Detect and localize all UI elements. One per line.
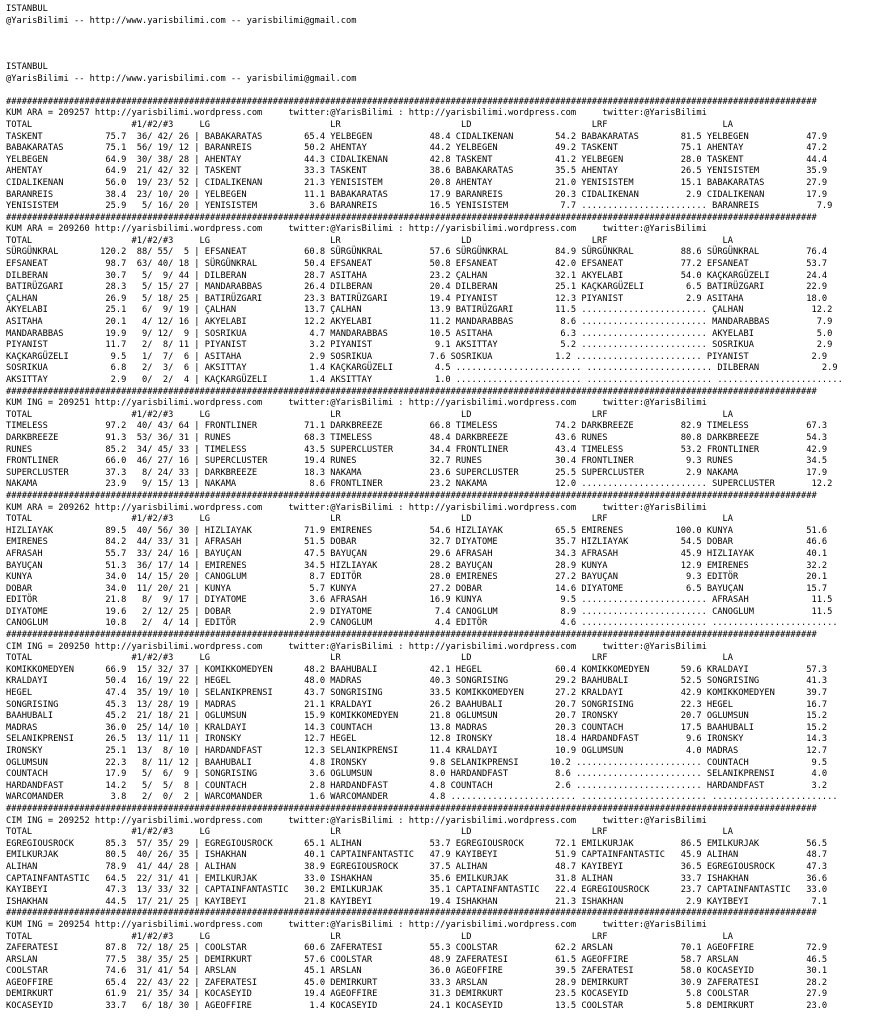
text-line: CANOGLUM 10.8 2/ 4/ 14 | EDITÖR 2.9 CANOGLUM 4.4 EDITÖR 4.6 ........................ ........................ <box>6 618 838 629</box>
text-line: ISHAKHAN 44.5 17/ 21/ 25 | KAYIBEYI 21.8 KAYIBEYI 19.4 ISHAKHAN 21.3 ISHAKHAN 2.9 KAYIBEYI 7.1 <box>6 896 828 907</box>
text-line: SÜRGÜNKRAL 120.2 88/ 55/ 5 | EFSANEAT 60.8 SÜRGÜNKRAL 57.6 SÜRGÜNKRAL 84.9 SÜRGÜNKRAL 88.6 SÜRGÜNKRAL 76.4 <box>6 247 828 258</box>
text-line: ########################################################################################################################################################### <box>6 212 817 223</box>
text-line: CAPTAINFANTASTIC 64.5 22/ 31/ 41 | EMILKURJAK 33.0 ISHAKHAN 35.6 EMILKURJAK 31.8 ALIHAN 33.7 ISHAKHAN 36.6 <box>6 873 828 884</box>
text-line: TOTAL #1/#2/#3 LG LR LD LRF LA <box>6 653 734 664</box>
text-line: ÇALHAN 26.9 5/ 18/ 25 | BATIRÜZGARI 23.3 BATIRÜZGARI 19.4 PIYANIST 12.3 PIYANIST 2.9 ASITAHA 18.0 <box>6 293 828 304</box>
text-line <box>6 39 894 51</box>
text-line: TIMELESS 97.2 40/ 43/ 64 | FRONTLINER 71.1 DARKBREEZE 66.8 TIMELESS 74.2 DARKBREEZE 82.9 TIMELESS 67.3 <box>6 421 828 432</box>
text-line: CIM ING = 209252 http://yarisbilimi.wordpress.com twitter:@YarisBilimi : http://yarisbilimi.wordpress.com twitter:@YarisBilimi <box>6 815 707 826</box>
text-line: AKSITTAY 2.9 0/ 2/ 4 | KAÇKARGÜZELI 1.4 AKSITTAY 1.0 ........................ ........................ ........................ <box>6 375 843 385</box>
text-line: @YarisBilimi -- http://www.yarisbilimi.com -- yarisbilimi@gmail.com <box>6 73 357 84</box>
text-line: ########################################################################################################################################################### <box>6 386 817 397</box>
text-line: SUPERCLUSTER 37.3 8/ 24/ 33 | DARKBREEZE 18.3 NAKAMA 23.6 SUPERCLUSTER 25.5 SUPERCLUSTER 2.9 NAKAMA 17.9 <box>6 467 828 478</box>
text-line: BAAHUBALI 45.2 21/ 18/ 21 | OGLUMSUN 15.9 KOMIKKOMEDYEN 21.8 OGLUMSUN 20.7 IRONSKY 20.7 OGLUMSUN 15.2 <box>6 711 828 722</box>
text-line: KOCASEYID 33.7 6/ 18/ 30 | AGEOFFIRE 1.4 KOCASEYID 24.1 KOCASEYID 13.5 COOLSTAR 5.8 DEMIRKURT 23.0 <box>6 1001 828 1012</box>
text-line: ISTANBUL <box>6 4 48 14</box>
text-line: NAKAMA 23.9 9/ 15/ 13 | NAKAMA 8.6 FRONTLINER 23.2 NAKAMA 12.0 ........................ SUPERCLUSTER 12.2 <box>6 479 833 490</box>
text-line: PIYANIST 11.7 2/ 8/ 11 | PIYANIST 3.2 PIYANIST 9.1 AKSITTAY 5.2 ........................ SOSRIKUA 2.9 <box>6 340 833 351</box>
text-line: AGEOFFIRE 65.4 22/ 43/ 22 | ZAFERATESI 45.0 DEMIRKURT 33.3 ARSLAN 28.9 DEMIRKURT 30.9 ZAFERATESI 28.2 <box>6 977 828 988</box>
text-line: TOTAL #1/#2/#3 LG LR LD LRF LA <box>6 409 734 420</box>
text-line: TOTAL #1/#2/#3 LG LR LD LRF LA <box>6 827 734 838</box>
text-line: EFSANEAT 98.7 63/ 40/ 18 | SÜRGÜNKRAL 50.4 EFSANEAT 50.8 EFSANEAT 42.0 EFSANEAT 77.2 EFSANEAT 53.7 <box>6 259 828 270</box>
text-line: EMILKURJAK 80.5 40/ 26/ 35 | ISHAKHAN 40.1 CAPTAINFANTASTIC 47.9 KAYIBEYI 51.9 CAPTAINFANTASTIC 45.9 ALIHAN 48.7 <box>6 850 828 861</box>
text-line: BARANREIS 38.4 23/ 10/ 20 | YELBEGEN 11.1 BABAKARATAS 17.9 BARANREIS 20.3 CIDALIKENAN 2.9 CIDALIKENAN 17.9 <box>6 189 828 200</box>
text-line: ########################################################################################################################################################### <box>6 630 817 641</box>
text-line: AHENTAY 64.9 21/ 42/ 32 | TASKENT 33.3 TASKENT 38.6 BABAKARATAS 35.5 AHENTAY 26.5 YENISISTEM 35.9 <box>6 166 828 177</box>
text-line: AKYELABI 25.1 6/ 9/ 19 | ÇALHAN 13.7 ÇALHAN 13.9 BATIRÜZGARI 11.5 ........................ ÇALHAN 12.2 <box>6 305 833 316</box>
text-line <box>6 27 894 39</box>
text-line: EGREGIOUSROCK 85.3 57/ 35/ 29 | EGREGIOUSROCK 65.1 ALIHAN 53.7 EGREGIOUSROCK 72.1 EMILKURJAK 86.5 EMILKURJAK 56.5 <box>6 838 828 849</box>
text-line: DOBAR 34.0 11/ 20/ 21 | KUNYA 5.7 KUNYA 27.2 DOBAR 14.6 DIYATOME 6.5 BAYUÇAN 15.7 <box>6 583 828 594</box>
text-line: ########################################################################################################################################################### <box>6 803 817 814</box>
text-line: TASKENT 75.7 36/ 42/ 26 | BABAKARATAS 65.4 YELBEGEN 48.4 CIDALIKENAN 54.2 BABAKARATAS 81.5 YELBEGEN 47.9 <box>6 131 828 142</box>
text-line: HIZLIAYAK 89.5 40/ 56/ 30 | HIZLIAYAK 71.9 EMIRENES 54.6 HIZLIAYAK 65.5 EMIRENES 100.0 KUNYA 51.6 <box>6 525 828 536</box>
text-line: TOTAL #1/#2/#3 LG LR LD LRF LA <box>6 235 734 246</box>
text-line: ########################################################################################################################################################### <box>6 490 817 501</box>
text-line: KRALDAYI 50.4 16/ 19/ 22 | HEGEL 48.0 MADRAS 40.3 SONGRISING 29.2 BAAHUBALI 52.5 SONGRISING 41.3 <box>6 676 828 687</box>
text-line: ZAFERATESI 87.8 72/ 18/ 25 | COOLSTAR 60.6 ZAFERATESI 55.3 COOLSTAR 62.2 ARSLAN 70.1 AGEOFFIRE 72.9 <box>6 943 828 954</box>
text-line: CIM ING = 209250 http://yarisbilimi.wordpress.com twitter:@YarisBilimi : http://yarisbilimi.wordpress.com twitter:@YarisBilimi <box>6 641 707 652</box>
text-line: CIDALIKENAN 56.0 19/ 23/ 52 | CIDALIKENAN 21.3 YENISISTEM 20.8 AHENTAY 21.0 YENISISTEM 15.1 BABAKARATAS 27.9 <box>6 177 828 188</box>
text-line: ASITAHA 20.1 4/ 12/ 16 | AKYELABI 12.2 AKYELABI 11.2 MANDARABBAS 8.6 ........................ MANDARABBAS 7.9 <box>6 317 833 328</box>
text-line: DIYATOME 19.6 2/ 12/ 25 | DOBAR 2.9 DIYATOME 7.4 CANOGLUM 8.9 ........................ CANOGLUM 11.5 <box>6 606 833 617</box>
text-line: IRONSKY 25.1 13/ 8/ 10 | HARDANDFAST 12.3 SELANIKPRENSI 11.4 KRALDAYI 10.9 OGLUMSUN 4.0 MADRAS 12.7 <box>6 746 828 756</box>
text-line: ARSLAN 77.5 38/ 35/ 25 | DEMIRKURT 57.6 COOLSTAR 48.9 ZAFERATESI 61.5 AGEOFFIRE 58.7 ARSLAN 46.5 <box>6 954 828 965</box>
text-line: FRONTLINER 66.0 46/ 27/ 16 | SUPERCLUSTER 19.4 RUNES 32.7 RUNES 30.4 FRONTLINER 9.3 RUNES 34.5 <box>6 456 828 467</box>
text-line: KUM ARA = 209260 http://yarisbilimi.wordpress.com twitter:@YarisBilimi : http://yarisbilimi.wordpress.com twitter:@YarisBilimi <box>6 224 707 235</box>
text-line: TOTAL #1/#2/#3 LG LR LD LRF LA <box>6 931 734 942</box>
text-line: HARDANDFAST 14.2 5/ 5/ 8 | COUNTACH 2.8 HARDANDFAST 4.8 COUNTACH 2.6 ........................ HARDANDFAST 3.2 <box>6 780 828 791</box>
text-line: YENISISTEM 25.9 5/ 16/ 20 | YENISISTEM 3.6 BARANREIS 16.5 YENISISTEM 7.7 ........................ BARANREIS 7.9 <box>6 201 833 212</box>
text-line: BAYUÇAN 51.3 36/ 17/ 14 | EMIRENES 34.5 HIZLIAYAK 28.2 BAYUÇAN 28.9 KUNYA 12.9 EMIRENES 32.2 <box>6 560 828 571</box>
text-line: TOTAL #1/#2/#3 LG LR LD LRF LA <box>6 514 734 525</box>
text-line: COUNTACH 17.9 5/ 6/ 9 | SONGRISING 3.6 OGLUMSUN 8.0 HARDANDFAST 8.6 ........................ SELANIKPRENSI 4.0 <box>6 769 828 780</box>
text-line: KUM ARA = 209262 http://yarisbilimi.wordpress.com twitter:@YarisBilimi : http://yarisbilimi.wordpress.com twitter:@YarisBilimi <box>6 502 707 513</box>
text-line: RUNES 85.2 34/ 45/ 33 | TIMELESS 43.5 SUPERCLUSTER 34.4 FRONTLINER 43.4 TIMELESS 53.2 FRONTLINER 42.9 <box>6 444 828 455</box>
text-line: SONGRISING 45.3 13/ 28/ 19 | MADRAS 21.1 KRALDAYI 26.2 BAAHUBALI 20.7 SONGRISING 22.3 HEGEL 16.7 <box>6 699 828 710</box>
text-line: KUM ING = 209251 http://yarisbilimi.wordpress.com twitter:@YarisBilimi : http://yarisbilimi.wordpress.com twitter:@YarisBilimi <box>6 398 707 409</box>
text-line: AFRASAH 55.7 33/ 24/ 16 | BAYUÇAN 47.5 BAYUÇAN 29.6 AFRASAH 34.3 AFRASAH 45.9 HIZLIAYAK 40.1 <box>6 548 828 559</box>
text-line: EMIRENES 84.2 44/ 33/ 31 | AFRASAH 51.5 DOBAR 32.7 DIYATOME 35.7 HIZLIAYAK 54.5 DOBAR 46.6 <box>6 537 828 548</box>
text-line <box>6 85 894 97</box>
text-line: WARCOMANDER 3.8 2/ 0/ 2 | WARCOMANDER 1.6 WARCOMANDER 4.8 ........................ ........................ ........................ <box>6 792 838 803</box>
text-line: KAYIBEYI 47.3 13/ 33/ 32 | CAPTAINFANTASTIC 30.2 EMILKURJAK 35.1 CAPTAINFANTASTIC 22.4 EGREGIOUSROCK 23.7 CAPTAINFANTASTIC 33.0 <box>6 885 828 896</box>
text-line: DILBERAN 30.7 5/ 9/ 44 | DILBERAN 28.7 ASITAHA 23.2 ÇALHAN 32.1 AKYELABI 54.0 KAÇKARGÜZELI 24.4 <box>6 270 828 281</box>
text-line: KUM ARA = 209257 http://yarisbilimi.wordpress.com twitter:@YarisBilimi : http://yarisbilimi.wordpress.com twitter:@YarisBilimi <box>6 108 707 119</box>
text-line: SELANIKPRENSI 26.5 13/ 11/ 11 | IRONSKY 12.7 HEGEL 12.8 IRONSKY 18.4 HARDANDFAST 9.6 IRONSKY 14.3 <box>6 734 828 745</box>
text-line: SOSRIKUA 6.8 2/ 3/ 6 | AKSITTAY 1.4 KAÇKARGÜZELI 4.5 ........................ ........................ DILBERAN 2.9 <box>6 363 838 374</box>
text-line: KAÇKARGÜZELI 9.5 1/ 7/ 6 | ASITAHA 2.9 SOSRIKUA 7.6 SOSRIKUA 1.2 ........................ PIYANIST 2.9 <box>6 351 828 362</box>
text-line: EDITÖR 21.8 8/ 9/ 17 | DIYATOME 3.6 AFRASAH 16.9 KUNYA 9.5 ........................ AFRASAH 11.5 <box>6 595 833 606</box>
text-line: MADRAS 36.0 25/ 14/ 10 | KRALDAYI 14.3 COUNTACH 13.8 MADRAS 20.3 COUNTACH 17.5 BAAHUBALI 15.2 <box>6 722 828 733</box>
text-line: ISTANBUL <box>6 61 48 72</box>
text-line: YELBEGEN 64.9 30/ 38/ 28 | AHENTAY 44.3 CIDALIKENAN 42.8 TASKENT 41.2 YELBEGEN 28.0 TASKENT 44.4 <box>6 154 828 165</box>
text-line: ########################################################################################################################################################### <box>6 908 817 919</box>
text-line: BABAKARATAS 75.1 56/ 19/ 12 | BARANREIS 50.2 AHENTAY 44.2 YELBEGEN 49.2 TASKENT 75.1 AHENTAY 47.2 <box>6 143 828 154</box>
text-line: MANDARABBAS 19.9 9/ 12/ 9 | SOSRIKUA 4.7 MANDARABBAS 10.5 ASITAHA 6.3 ........................ AKYELABI 5.0 <box>6 328 833 339</box>
text-line: DARKBREEZE 91.3 53/ 36/ 31 | RUNES 68.3 TIMELESS 48.4 DARKBREEZE 43.6 RUNES 80.8 DARKBREEZE 54.3 <box>6 432 828 443</box>
text-line: COOLSTAR 74.6 31/ 41/ 54 | ARSLAN 45.1 ARSLAN 36.0 AGEOFFIRE 39.5 ZAFERATESI 58.0 KOCASEYID 30.1 <box>6 966 828 977</box>
text-line: HEGEL 47.4 35/ 19/ 10 | SELANIKPRENSI 43.7 SONGRISING 33.5 KOMIKKOMEDYEN 27.2 KRALDAYI 42.9 KOMIKKOMEDYEN 39.7 <box>6 688 828 699</box>
text-line: KOMIKKOMEDYEN 66.9 15/ 32/ 37 | KOMIKKOMEDYEN 48.2 BAAHUBALI 42.1 HEGEL 60.4 KOMIKKOMEDYEN 59.6 KRALDAYI 57.3 <box>6 664 828 675</box>
text-line <box>6 50 894 62</box>
text-line: ########################################################################################################################################################### <box>6 96 817 107</box>
text-line: TOTAL #1/#2/#3 LG LR LD LRF LA <box>6 119 734 130</box>
text-line: KUM ING = 209254 http://yarisbilimi.wordpress.com twitter:@YarisBilimi : http://yarisbilimi.wordpress.com twitter:@YarisBilimi <box>6 919 707 930</box>
text-line: @YarisBilimi -- http://www.yarisbilimi.com -- yarisbilimi@gmail.com <box>6 15 357 26</box>
text-line: DEMIRKURT 61.9 21/ 35/ 34 | KOCASEYID 19.4 AGEOFFIRE 31.3 DEMIRKURT 23.5 KOCASEYID 5.8 COOLSTAR 27.9 <box>6 989 828 1000</box>
text-line: BATIRÜZGARI 28.3 5/ 15/ 27 | MANDARABBAS 26.4 DILBERAN 20.4 DILBERAN 25.1 KAÇKARGÜZELI 6.5 BATIRÜZGARI 22.9 <box>6 282 828 293</box>
text-line: KUNYA 34.0 14/ 15/ 20 | CANOGLUM 8.7 EDITÖR 28.0 EMIRENES 27.2 BAYUÇAN 9.3 EDITÖR 20.1 <box>6 572 828 583</box>
text-line: ALIHAN 78.9 41/ 44/ 28 | ALIHAN 38.9 EGREGIOUSROCK 37.5 ALIHAN 48.7 KAYIBEYI 36.5 EGREGIOUSROCK 47.3 <box>6 861 828 872</box>
text-line: OGLUMSUN 22.3 8/ 11/ 12 | BAAHUBALI 4.8 IRONSKY 9.8 SELANIKPRENSI 10.2 ........................ COUNTACH 9.5 <box>6 757 828 768</box>
